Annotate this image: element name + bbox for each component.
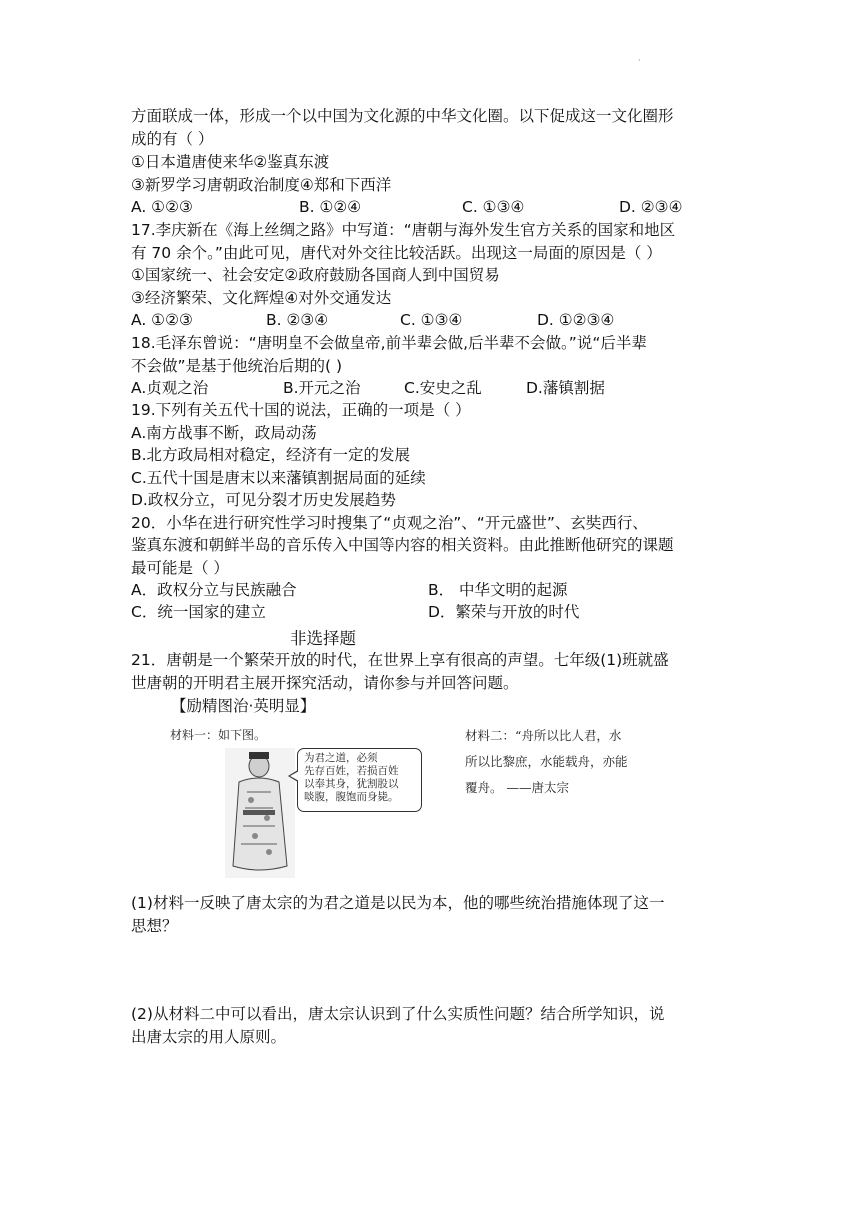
q17-text-line-2: 有 70 余个。”由此可见，唐代对外交往比较活跃。出现这一局面的原因是（ ） xyxy=(131,244,662,262)
q19-option-a: A.南方战事不断，政局动荡 xyxy=(131,424,317,442)
q17-option-a: A. ①②③ xyxy=(131,311,193,329)
sub-heading: 【励精图治·英明显】 xyxy=(171,697,316,715)
material-figure xyxy=(160,718,680,883)
q20-option-b: B． 中华文明的起源 xyxy=(428,581,568,599)
q16-text-line-1: 方面联成一体，形成一个以中国为文化源的中华文化圈。以下促成这一文化圈形 xyxy=(131,107,674,125)
material2-line: 材料二：“舟所以比人君，水 xyxy=(465,728,622,743)
section-title: 非选择题 xyxy=(290,629,356,648)
q21-text-line-2: 世唐朝的开明君主展开探究活动，请你参与并回答问题。 xyxy=(131,674,519,692)
q16-option-c: C. ①③④ xyxy=(462,198,525,216)
q18-option-b: B.开元之治 xyxy=(283,379,361,397)
q20-option-c: C．统一国家的建立 xyxy=(131,603,266,621)
q19-option-b: B.北方政局相对稳定，经济有一定的发展 xyxy=(131,446,411,464)
q20-text-line-3: 最可能是（ ） xyxy=(131,559,229,577)
bubble-line: 为君之道，必须 xyxy=(304,752,378,764)
q21-2-line-1: (2)从材料二中可以看出，唐太宗认识到了什么实质性问题？结合所学知识，说 xyxy=(131,1005,665,1023)
q17-text-line-1: 17.李庆新在《海上丝绸之路》中写道：“唐朝与海外发生官方关系的国家和地区 xyxy=(131,221,676,239)
q18-option-d: D.藩镇割据 xyxy=(526,379,605,397)
emperor-portrait-icon xyxy=(225,748,295,878)
material1-caption: 材料一：如下图。 xyxy=(170,728,267,742)
q18-text-line-1: 18.毛泽东曾说：“唐明皇不会做皇帝,前半辈会做,后半辈不会做。”说“后半辈 xyxy=(131,334,647,352)
page-dot: · xyxy=(638,56,641,65)
material2-text xyxy=(465,723,628,801)
q19-text: 19.下列有关五代十国的说法，正确的一项是（ ） xyxy=(131,401,471,419)
q21-text-line-1: 21．唐朝是一个繁荣开放的时代，在世界上享有很高的声望。七年级(1)班就盛 xyxy=(131,651,669,669)
speech-tail-fill xyxy=(290,771,299,781)
q20-option-d: D．繁荣与开放的时代 xyxy=(428,603,580,621)
q20-text-line-1: 20．小华在进行研究性学习时搜集了“贞观之治”、“开元盛世”、玄奘西行、 xyxy=(131,514,648,532)
speech-bubble xyxy=(297,748,422,812)
q19-option-d: D.政权分立，可见分裂才历史发展趋势 xyxy=(131,491,396,509)
q20-option-a: A．政权分立与民族融合 xyxy=(131,581,297,599)
q21-1-line-1: (1)材料一反映了唐太宗的为君之道是以民为本，他的哪些统治措施体现了这一 xyxy=(131,894,665,912)
q18-option-c: C.安史之乱 xyxy=(404,379,482,397)
q18-text-line-2: 不会做”是基于他统治后期的( ) xyxy=(131,357,343,375)
material2-line: 覆舟。 ——唐太宗 xyxy=(465,780,569,795)
q17-option-c: C. ①③④ xyxy=(400,311,463,329)
q16-option-d: D. ②③④ xyxy=(619,198,683,216)
q16-text-line-2: 成的有（ ） xyxy=(131,130,214,148)
q17-option-b: B. ②③④ xyxy=(266,311,329,329)
q16-item-line-2: ③新罗学习唐朝政治制度④郑和下西洋 xyxy=(131,176,392,194)
q18-option-a: A.贞观之治 xyxy=(131,379,209,397)
q17-item-line-2: ③经济繁荣、文化辉煌④对外交通发达 xyxy=(131,289,392,307)
q16-item-line-1: ①日本遣唐使来华②鉴真东渡 xyxy=(131,153,330,171)
bubble-line: 啖腹，腹饱而身毙。 xyxy=(304,791,399,803)
q21-1-line-2: 思想？ xyxy=(131,917,178,935)
q20-text-line-2: 鉴真东渡和朝鲜半岛的音乐传入中国等内容的相关资料。由此推断他研究的课题 xyxy=(131,536,674,554)
q17-option-d: D. ①②③④ xyxy=(537,311,615,329)
bubble-line: 以奉其身，犹割股以 xyxy=(304,778,399,790)
q16-option-b: B. ①②④ xyxy=(299,198,362,216)
q17-item-line-1: ①国家统一、社会安定②政府鼓励各国商人到中国贸易 xyxy=(131,266,500,284)
q16-option-a: A. ①②③ xyxy=(131,198,193,216)
q21-2-line-2: 出唐太宗的用人原则。 xyxy=(131,1028,287,1046)
q19-option-c: C.五代十国是唐末以来藩镇割据局面的延续 xyxy=(131,469,426,487)
bubble-line: 先存百姓，若损百姓 xyxy=(304,765,399,777)
material2-line: 所以比黎庶，水能载舟，亦能 xyxy=(465,754,628,769)
